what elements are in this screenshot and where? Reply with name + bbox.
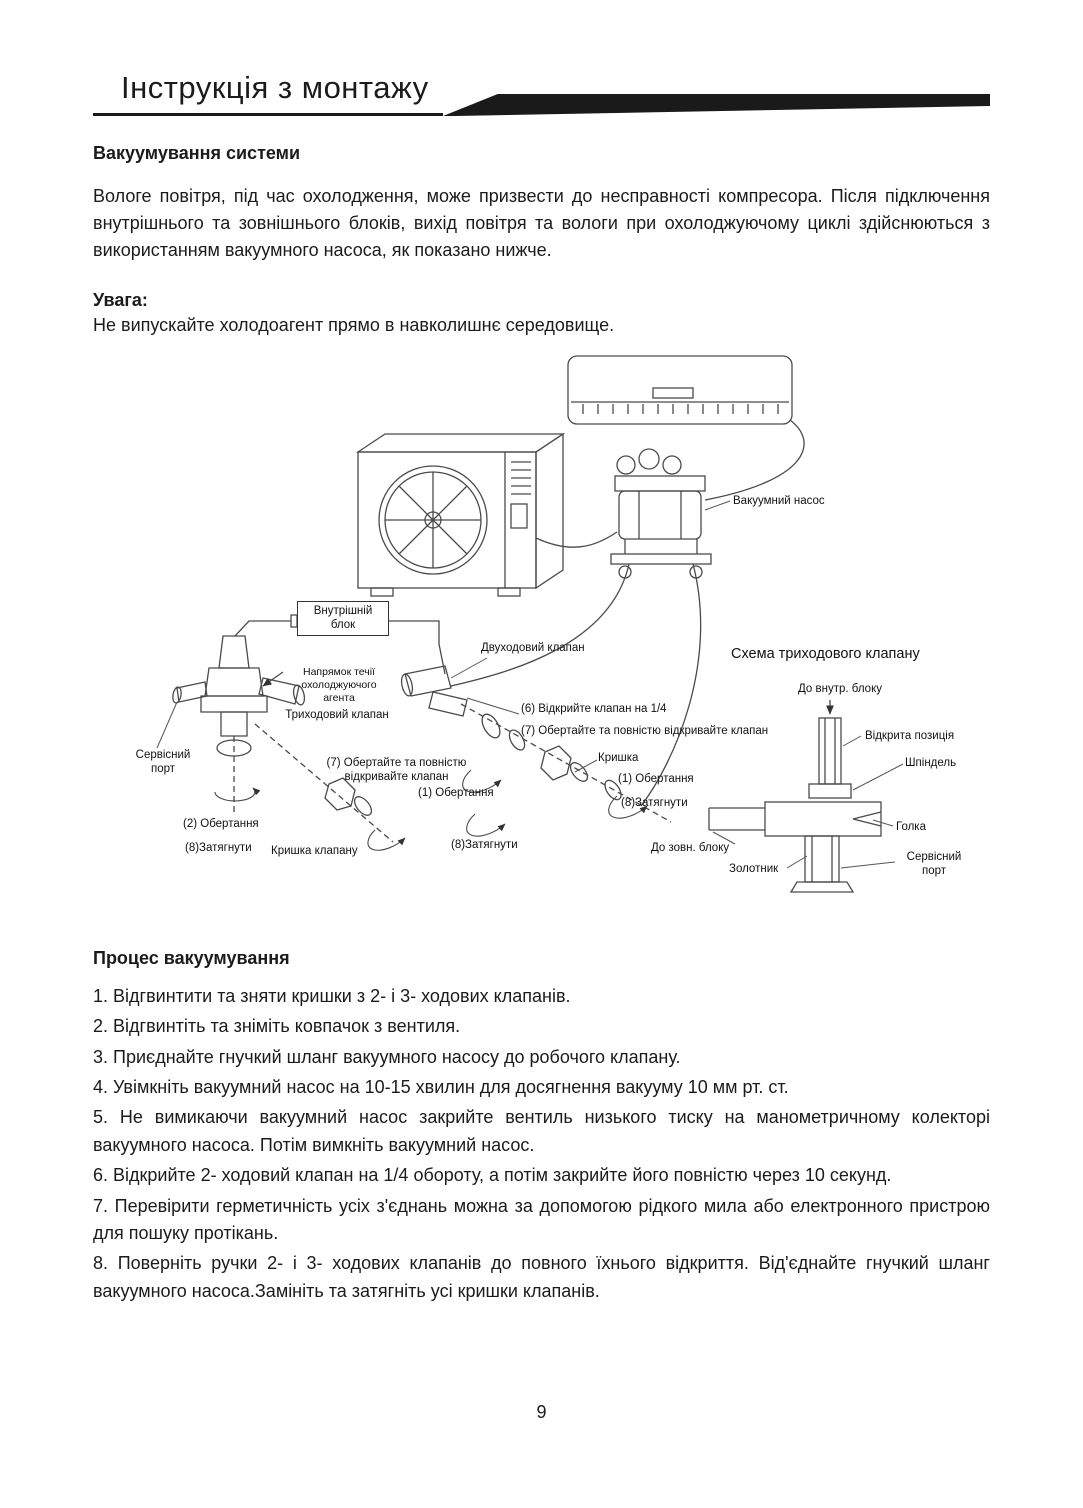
label-to-outdoor-unit: До зовн. блоку — [651, 842, 730, 854]
process-step-4: 4. Увімкніть вакуумний насос на 10-15 хвилин для досягнення вакууму 10 мм рт. ст. — [93, 1077, 789, 1098]
label-scheme-title: Схема триходового клапану — [731, 646, 920, 662]
label-service-port-left: Сервісний порт — [135, 749, 191, 776]
label-flow-direction: Напрямок течії охолоджуючого агента — [301, 666, 377, 705]
label-step7-rotate-open: (7) Обертайте та повністю відкривайте клапан — [521, 725, 769, 737]
label-spindle: Шпіндель — [905, 757, 957, 769]
leader-lines — [157, 501, 903, 868]
process-step-3: 3. Приєднайте гнучкий шланг вакуумного насосу до робочого клапану. — [93, 1046, 681, 1067]
label-three-way-valve: Триходовий клапан — [285, 709, 389, 721]
page-number: 9 — [536, 1402, 547, 1422]
warning-text: Не випускайте холодоагент прямо в навколишнє середовище. — [93, 315, 615, 335]
vacuum-section-paragraph: Вологе повітря, під час охолодження, може призвести до несправності компресора. Після підключення внутрішнього та зовнішнього блоків, вихід повітря та вологи при охолоджуючому циклі здійснюються з використанням вакуумного насоса, як показано нижче. — [93, 186, 990, 260]
label-step2-rotation: (2) Обертання — [183, 818, 259, 830]
label-step1-rotation-right: (1) Обертання — [618, 773, 694, 785]
indoor-unit-drawing — [568, 356, 792, 424]
process-step-2: 2. Відгвинтіть та зніміть ковпачок з вентиля. — [93, 1016, 461, 1037]
label-step8-tighten-right: (8)Затягнути — [621, 797, 688, 809]
label-needle: Голка — [896, 821, 926, 833]
outdoor-unit-drawing — [358, 434, 563, 596]
label-step8-tighten-mid: (8)Затягнути — [451, 839, 518, 851]
process-step-8: 8. Поверніть ручки 2- і 3- ходових клапанів до повного їхнього відкриття. Від'єднайте гнучкий шланг вакуумного насоса.Замініть та затягніть усі кришки клапанів. — [93, 1253, 990, 1301]
two-way-valve-drawing — [400, 666, 467, 716]
label-open-position: Відкрита позиція — [865, 730, 955, 742]
vacuum-section-heading: Вакуумування системи — [93, 143, 301, 163]
title-underline-bar — [443, 91, 990, 116]
label-valve-cap: Кришка клапану — [271, 845, 358, 857]
label-step8-tighten-left: (8)Затягнути — [185, 842, 252, 854]
process-step-1: 1. Відгвинтити та зняти кришки з 2- і 3- ходових клапанів. — [93, 986, 571, 1006]
label-indoor-unit-box: Внутрішній блок — [297, 601, 389, 636]
warning-heading: Увага: — [93, 290, 148, 310]
label-step6-open-quarter: (6) Відкрийте клапан на 1/4 — [521, 703, 667, 715]
vacuum-pump-drawing — [611, 449, 711, 578]
process-step-5: 5. Не вимикаючи вакуумний насос закрийте вентиль низького тиску на манометричному колекторі вакуумного насоса. Потім вимкніть вакуумний насос. — [93, 1107, 990, 1155]
process-heading: Процес вакуумування — [93, 948, 290, 968]
label-cap: Кришка — [598, 752, 639, 764]
process-steps — [93, 983, 990, 1305]
page-header — [93, 0, 990, 116]
installation-diagram — [93, 344, 993, 904]
process-step-7: 7. Перевірити герметичність усіх з'єднань можна за допомогою рідкого мила або електронного пристрою для пошуку протікань. — [93, 1195, 990, 1243]
label-step7-rotate-open-2: (7) Обертайте та повністю відкривайте клапан — [326, 757, 467, 784]
page-title: Інструкція з монтажу — [93, 70, 443, 116]
process-step-6: 6. Відкрийте 2- ходовий клапан на 1/4 обороту, а потім закрийте його повністю через 10 секунд. — [93, 1165, 892, 1186]
label-step1-rotation-mid: (1) Обертання — [418, 787, 494, 799]
label-spool: Золотник — [729, 863, 779, 875]
label-to-indoor-unit: До внутр. блоку — [798, 683, 882, 695]
label-two-way-valve: Двуходовий клапан — [481, 642, 585, 654]
label-service-port-right: Сервісний порт — [906, 851, 962, 878]
label-vacuum-pump: Вакуумний насос — [733, 495, 825, 507]
